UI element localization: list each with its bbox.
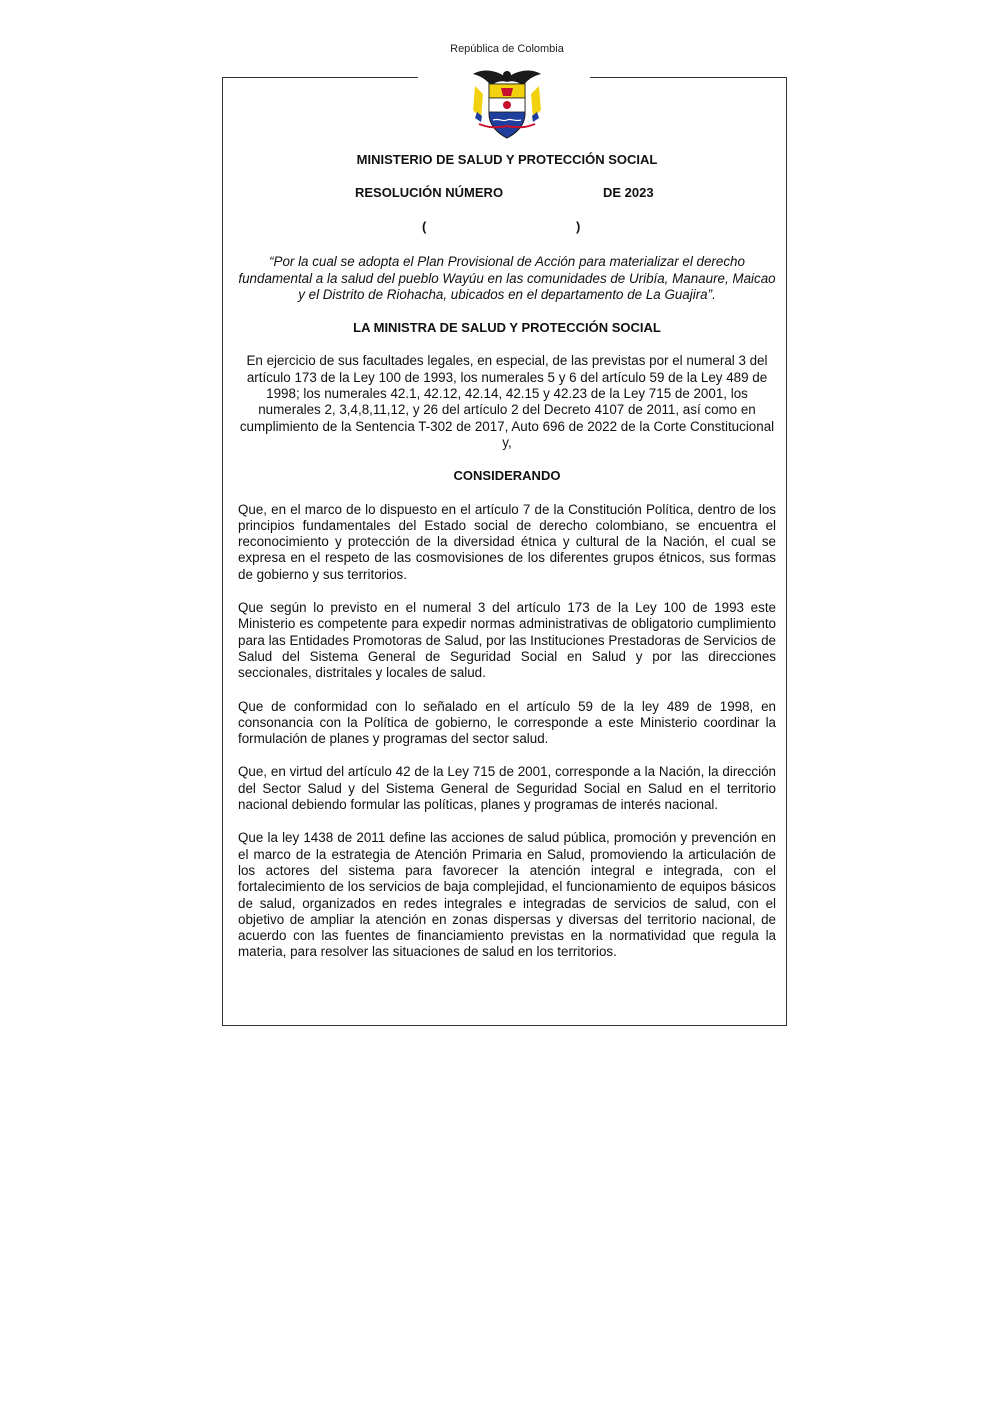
country-header: República de Colombia xyxy=(450,43,564,55)
considerando-paragraph-3: Que de conformidad con lo señalado en el artículo 59 de la ley 489 de 1998, en consonancia con la Política de gobierno, le corresponde a este Ministerio coordinar la formulación de planes y programas del sector salud. xyxy=(238,698,776,747)
document-body xyxy=(238,152,776,961)
resolution-number-line xyxy=(238,185,776,202)
considerando-paragraph-5: Que la ley 1438 de 2011 define las acciones de salud pública, promoción y prevención en el marco de la estrategia de Atención Primaria en Salud, promoviendo la articulación de los actores del sistema para favorecer la atención integral e integrada, con el fortalecimiento de los servicios de baja complejidad, el funcionamiento de equipos básicos de salud, organizados en redes integrales e integradas de servicios de salud, con el objetivo de ampliar la atención en zonas dispersas y diversas del territorio nacional, de acuerdo con las fuentes de financiamiento previstas en la normatividad que regula la materia, para resolver las situaciones de salud en los territorios. xyxy=(238,830,776,960)
considerando-paragraph-2: Que según lo previsto en el numeral 3 del artículo 173 de la Ley 100 de 1993 este Ministerio es competente para expedir normas administrativas de obligatorio cumplimiento para las Entidades Promotoras de Salud, por las Instituciones Prestadoras de Servicios de Salud del Sistema General de Seguridad Social en Salud y por las direcciones seccionales, distritales y locales de salud. xyxy=(238,600,776,681)
resolution-date-placeholder xyxy=(238,219,776,236)
paren-close: ) xyxy=(576,219,581,235)
resolution-title: “Por la cual se adopta el Plan Provisional de Acción para materializar el derecho fundamental a la salud del pueblo Wayúu en las comunidades de Uribía, Manaure, Maicao y el Distrito de Riohacha, ubicados en el departamento de La Guajira”. xyxy=(238,254,776,302)
considerando-paragraph-1: Que, en el marco de lo dispuesto en el artículo 7 de la Constitución Política, dentro de los principios fundamentales del Estado social de derecho colombiano, se encuentra el reconocimiento y protección de la diversidad étnica y cultural de la Nación, el cual se expresa en el respeto de las cosmovisiones de los diferentes grupos étnicos, sus formas de gobierno y sus territorios. xyxy=(238,501,776,582)
colombia-coat-of-arms-icon xyxy=(469,64,545,142)
resolution-year: DE 2023 xyxy=(603,185,654,201)
considerando-paragraph-4: Que, en virtud del artículo 42 de la Ley 715 de 2001, corresponde a la Nación, la dirección del Sector Salud y del Sistema General de Seguridad Social en Salud en el territorio nacional debiendo formular las políticas, planes y programas de interés nacional. xyxy=(238,764,776,813)
paren-open: ( xyxy=(422,219,427,235)
minister-heading: LA MINISTRA DE SALUD Y PROTECCIÓN SOCIAL xyxy=(353,320,661,336)
resolution-label: RESOLUCIÓN NÚMERO xyxy=(355,185,504,201)
ministry-heading: MINISTERIO DE SALUD Y PROTECCIÓN SOCIAL xyxy=(356,152,658,167)
considerando-heading: CONSIDERANDO xyxy=(453,468,561,484)
legal-powers-paragraph: En ejercicio de sus facultades legales, en especial, de las previstas por el numeral 3 del artículo 173 de la Ley 100 de 1993, los numerales 5 y 6 del artículo 59 de la Ley 489 de 1998; los numerales 42.1, 42.12, 42.14, 42.15 y 42.23 de la Ley 715 de 2001, los numerales 2, 3,4,8,11,12, y 26 del artículo 2 del Decreto 4107 de 2011, así como en cumplimiento de la Sentencia T-302 de 2017, Auto 696 de 2022 de la Corte Constitucional y, xyxy=(239,353,775,450)
